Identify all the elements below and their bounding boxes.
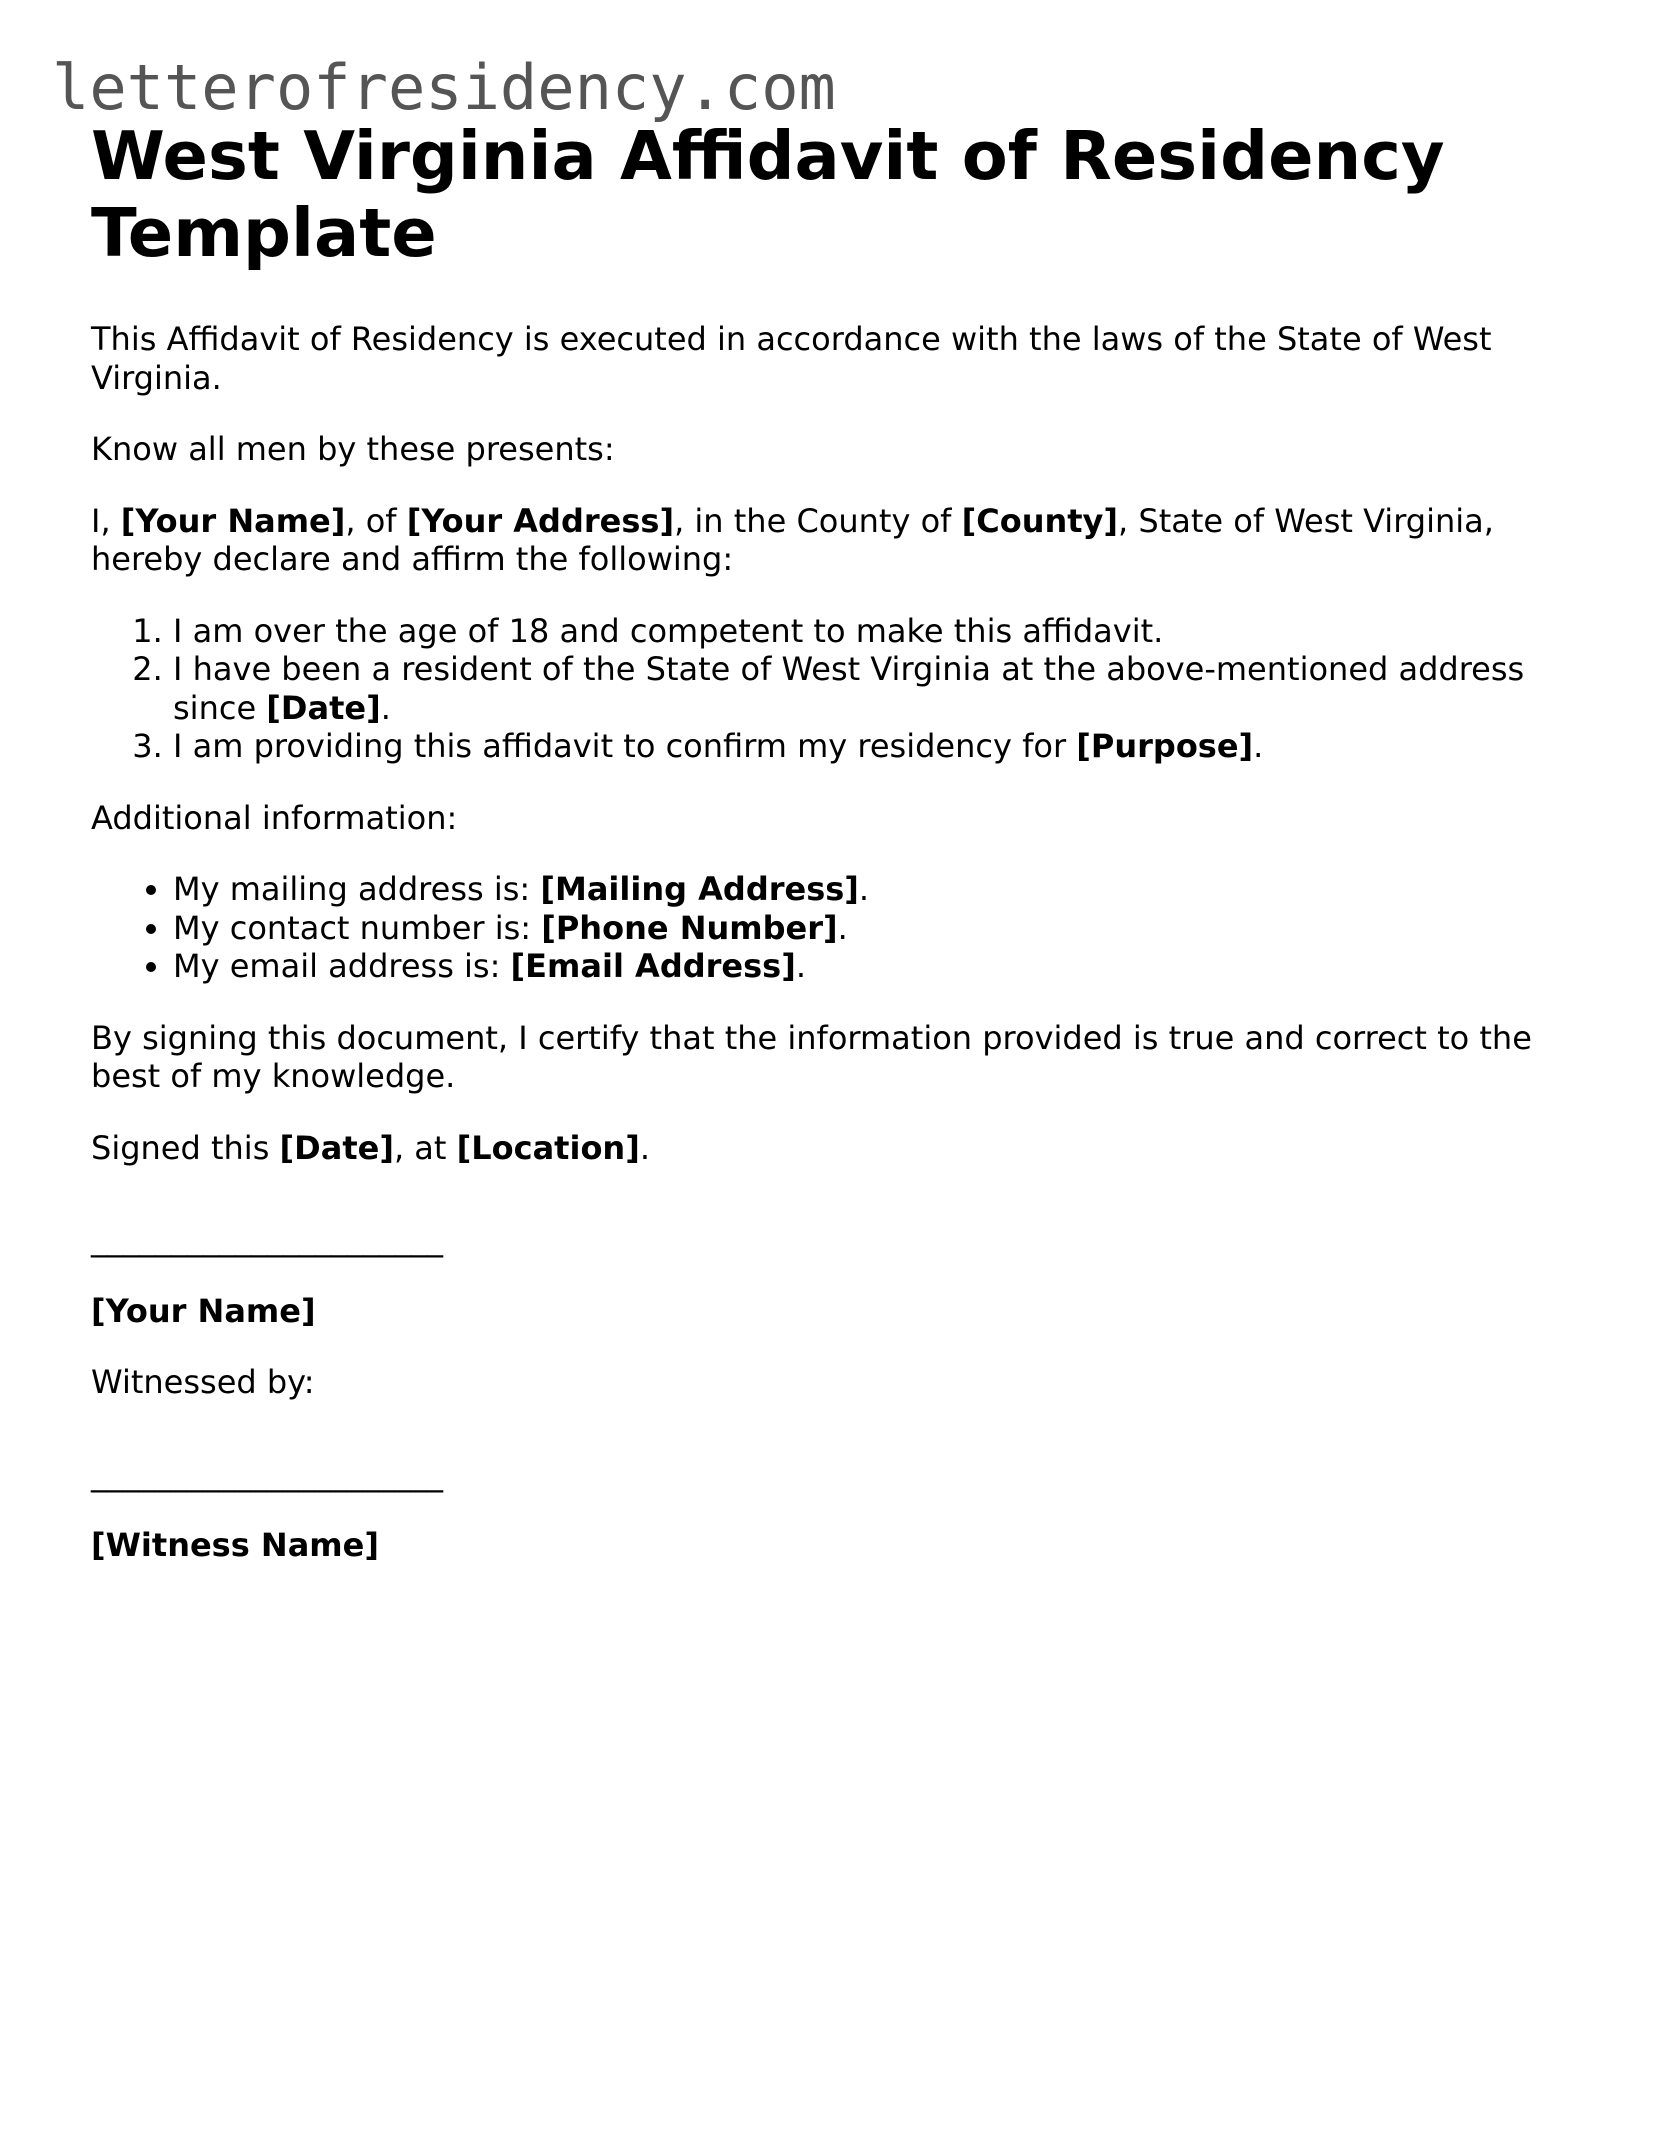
declaration-text-3: , in the County of xyxy=(674,501,962,540)
additional-item xyxy=(173,909,1571,948)
signed-text-1: Signed this xyxy=(91,1128,280,1167)
statement-item xyxy=(173,612,1571,651)
statement-2-text: I have been a resident of the State of West Virginia at the above-mentioned address since xyxy=(173,650,1525,727)
declaration-text-1: I, xyxy=(91,501,121,540)
county-placeholder: [County] xyxy=(961,501,1119,540)
mailing-address-placeholder: [Mailing Address] xyxy=(540,870,859,908)
additional-item xyxy=(173,870,1571,909)
additional-item xyxy=(173,947,1571,986)
additional-list xyxy=(91,870,1571,986)
phone-end: . xyxy=(837,908,848,947)
additional-heading: Additional information: xyxy=(91,798,458,837)
statement-3-text: I am providing this affidavit to confirm my residency for xyxy=(173,727,1077,765)
declaration-paragraph xyxy=(91,502,1571,579)
phone-number-placeholder: [Phone Number] xyxy=(541,908,838,947)
email-end: . xyxy=(795,947,806,985)
statement-item xyxy=(173,650,1571,727)
date-placeholder: [Date] xyxy=(266,688,381,727)
certification-paragraph: By signing this document, I certify that the information provided is true and correct to the best of my knowledge. xyxy=(91,1018,1532,1095)
mailing-label: My mailing address is: xyxy=(173,870,541,908)
spacer xyxy=(91,1200,1571,1220)
witness-signature-line: ______________________ xyxy=(91,1454,443,1493)
signed-text-2: , at xyxy=(393,1128,457,1167)
signed-text-3: . xyxy=(639,1128,650,1167)
witness-name-placeholder: [Witness Name] xyxy=(91,1526,379,1564)
document-title: West Virginia Affidavit of Residency Template xyxy=(91,117,1445,272)
statement-2-end: . xyxy=(380,688,391,727)
watermark: letterofresidency.com xyxy=(52,51,836,124)
purpose-placeholder: [Purpose] xyxy=(1076,727,1254,765)
declaration-text-2: , of xyxy=(345,501,407,540)
witnessed-by-label: Witnessed by: xyxy=(91,1363,315,1401)
statements-list xyxy=(91,612,1571,766)
witness-name xyxy=(91,1526,1571,1565)
spacer xyxy=(91,1435,1571,1455)
statement-item xyxy=(173,727,1571,766)
phone-label: My contact number is: xyxy=(173,908,542,947)
preamble: Know all men by these presents: xyxy=(91,430,615,468)
location-placeholder: [Location] xyxy=(456,1128,640,1167)
signer-name xyxy=(91,1292,1571,1331)
statement-3-end: . xyxy=(1253,727,1264,765)
signed-date-placeholder: [Date] xyxy=(279,1128,394,1167)
your-name-placeholder: [Your Name] xyxy=(120,501,346,540)
intro-paragraph: This Affidavit of Residency is executed in accordance with the laws of the State of West Virginia. xyxy=(91,320,1492,397)
email-address-placeholder: [Email Address] xyxy=(510,947,796,985)
email-label: My email address is: xyxy=(173,947,511,985)
signer-name-placeholder: [Your Name] xyxy=(91,1291,316,1330)
signed-paragraph xyxy=(91,1129,1571,1168)
your-address-placeholder: [Your Address] xyxy=(406,501,675,540)
declaration-text-4: , State of West Virginia, hereby declare and affirm the following: xyxy=(91,501,1494,578)
signature-line: ______________________ xyxy=(91,1220,443,1258)
statement-1-text: I am over the age of 18 and competent to make this affidavit. xyxy=(173,611,1164,650)
mailing-end: . xyxy=(858,870,870,908)
document-body xyxy=(91,118,1571,1598)
